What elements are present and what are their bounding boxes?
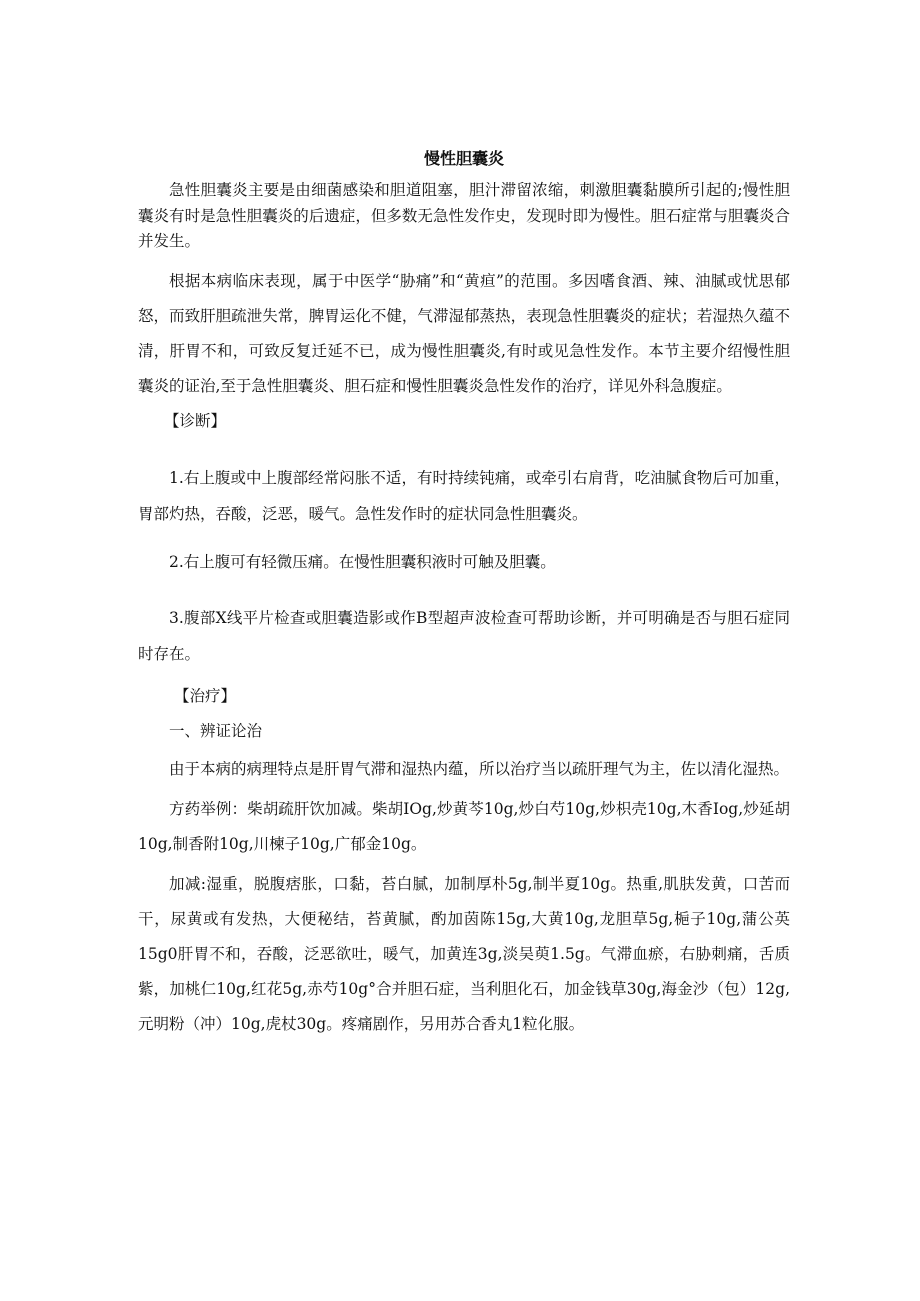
- treatment-paragraph-3: 加减:湿重，脱腹痞胀，口黏，苔白腻，加制厚朴5g,制半夏10g。热重,肌肤发黄，口苦而干，尿黄或有发热，大便秘结，苔黄腻，酌加茵陈15g,大黄10g,龙胆草5g,梔子10g,蒲公英15g0肝胃不和，吞酸，泛恶欲吐，暖气，加黄连3g,淡吴萸1.5g。气滞血瘀，右胁刺痛，舌质紫，加桃仁10g,红花5g,赤芍10g°合并胆石症，当利胆化石，加金钱草30g,海金沙（包）12g,元明粉（冲）10g,虎杖30g。疼痛剧作，另用苏合香丸1粒化服。: [138, 875, 790, 1033]
- treatment-paragraph-1: 由于本病的病理特点是肝胃气滞和湿热内蕴，所以治疗当以疏肝理气为主，佐以清化湿热。: [169, 760, 790, 778]
- document-title: 慢性胆囊炎: [423, 149, 504, 168]
- diagnosis-heading: 【诊断】: [164, 411, 227, 430]
- section-heading-1: 一、辨证论治: [169, 721, 263, 740]
- diagnosis-item-2: 2.右上腹可有轻微压痛。在慢性胆囊积液时可触及胆囊。: [169, 553, 556, 571]
- document-body: [138, 146, 790, 1047]
- intro-paragraph-1: 急性胆囊炎主要是由细菌感染和胆道阻塞，胆汁滞留浓缩，刺激胆囊黏膜所引起的;慢性胆囊炎有时是急性胆囊炎的后遗症，但多数无急性发作史，发现时即为慢性。胆石症常与胆囊炎合并发生。: [138, 181, 790, 250]
- diagnosis-item-3: 3.腹部X线平片检查或胆囊造影或作B型超声波检查可帮助诊断，并可明确是否与胆石症同时存在。: [138, 609, 790, 663]
- intro-paragraph-2: 根据本病临床表现，属于中医学“胁痛”和“黄疸”的范围。多因嗜食酒、辣、油腻或忧思郁怒，而致肝胆疏泄失常，脾胃运化不健，气滞湿郁蒸热，表现急性胆囊炎的症状；若湿热久蕴不清，肝胃不和，可致反复迁延不已，成为慢性胆囊炎,有时或见急性发作。本节主要介绍慢性胆囊炎的证治,至于急性胆囊炎、胆石症和慢性胆囊炎急性发作的治疗，详见外科急腹症。: [138, 271, 790, 395]
- diagnosis-item-1: 1.右上腹或中上腹部经常闷胀不适，有时持续钝痛，或牵引右肩背，吃油腻食物后可加重，胃部灼热，吞酸，泛恶，暖气。急性发作时的症状同急性胆囊炎。: [138, 469, 790, 523]
- treatment-paragraph-2: 方药举例：柴胡疏肝饮加减。柴胡IOg,炒黄芩10g,炒白芍10g,炒枳壳10g,木香Iog,炒延胡10g,制香附10g,川楝子10g,广郁金10g。: [138, 800, 790, 853]
- treatment-heading: 【治疗】: [174, 687, 237, 705]
